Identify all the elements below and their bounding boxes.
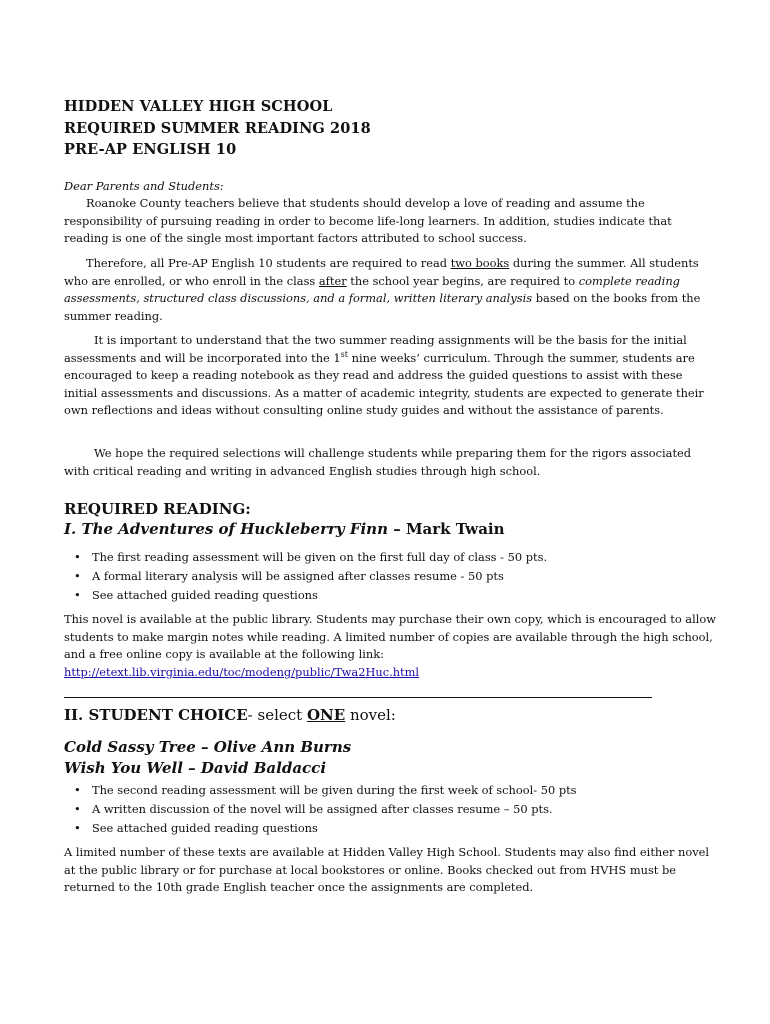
p2-part-c: during the summer. All students who are enrolled, or who enroll in the class <box>64 256 699 288</box>
required-note <box>64 611 719 681</box>
paragraph-requirements <box>64 255 719 325</box>
course-title: PRE-AP ENGLISH 10 <box>64 141 237 158</box>
choice-heading-bold: II. STUDENT CHOICE <box>64 706 248 724</box>
list-item: • A written discussion of the novel will be assigned after classes resume – 50 pts. <box>70 800 577 819</box>
list-item: • The first reading assessment will be given on the first full day of class - 50 pts. <box>70 548 547 567</box>
program-title: REQUIRED SUMMER READING 2018 <box>64 119 371 137</box>
choice-note: A limited number of these texts are available at Hidden Valley High School. Students may also find either novel at the public library or for purchase at local bookstores or online. Books checked out from HVHS must be returned to the 10th grade English teacher once the assignments are completed. <box>64 845 710 895</box>
choice-heading-mid: - select <box>247 706 307 724</box>
p2-part-a: Therefore, all Pre-AP English 10 students are required to read <box>86 256 451 270</box>
p2-part-e: the school year begins, are required to <box>346 273 579 288</box>
p3-sup: st <box>340 349 348 359</box>
choice-books <box>64 737 351 778</box>
school-name: HIDDEN VALLEY HIGH SCHOOL <box>64 98 333 115</box>
paragraph-closing-text: We hope the required selections will challenge students while preparing them for the rigors associated with critical reading and writing in advanced English studies through high school. <box>64 446 692 478</box>
p2-after: after <box>318 273 347 288</box>
paragraph-intro <box>64 195 719 248</box>
required-note-text: This novel is available at the public library. Students may purchase their own copy, which is encouraged to allow students to make margin notes while reading. A limited number of copies are available through the high school, and a free online copy is available at the following link: <box>64 612 716 662</box>
book1-author: – Mark Twain <box>388 520 505 538</box>
section-divider <box>64 697 652 698</box>
p2-assessments: complete reading assessments, structured class discussions, and a formal, written literary analysis <box>64 273 680 306</box>
paragraph-closing <box>64 445 719 480</box>
choice-heading-end: novel: <box>345 706 396 724</box>
student-choice-heading <box>64 705 396 725</box>
p2-two-books: two books <box>450 256 510 270</box>
online-copy-link[interactable]: http://etext.lib.virginia.edu/toc/modeng/public/Twa2Huc.html <box>64 664 420 679</box>
list-item: • A formal literary analysis will be assigned after classes resume - 50 pts <box>70 567 547 586</box>
salutation: Dear Parents and Students: <box>64 179 224 193</box>
required-reading-heading: REQUIRED READING: <box>64 500 251 518</box>
choice-heading-one: ONE <box>306 706 346 724</box>
book1-title: I. The Adventures of Huckleberry Finn <box>64 520 388 538</box>
p3-part-a: It is important to understand that the two summer reading assignments will be the basis for the initial assessments and will be incorporated into the 1 <box>64 333 687 365</box>
book1-heading <box>64 519 505 539</box>
list-item: • The second reading assessment will be given during the first week of school- 50 pts <box>70 781 577 800</box>
choice-book-2: Wish You Well – David Baldacci <box>64 758 327 777</box>
required-bullet-list <box>70 548 547 605</box>
choice-bullet-list <box>70 781 577 838</box>
list-item: • See attached guided reading questions <box>70 586 547 605</box>
p3-part-b: nine weeks’ curriculum. Through the summer, students are encouraged to keep a reading notebook as they read and address the guided questions to assist with these initial assessments and discussions. As a matter of academic integrity, students are expected to generate their own reflections and ideas without consulting online study guides and without the assistance of parents. <box>64 350 704 418</box>
paragraph-intro-text: Roanoke County teachers believe that students should develop a love of reading and assume the responsibility of pursuing reading in order to become life-long learners. In addition, studies indicate that reading is one of the single most important factors attributed to school success. <box>64 196 672 246</box>
p2-part-g: based on the books from the summer reading. <box>64 291 701 323</box>
document-header <box>64 96 371 161</box>
paragraph-integrity <box>64 332 719 420</box>
choice-book-1: Cold Sassy Tree – Olive Ann Burns <box>64 738 352 756</box>
list-item: • See attached guided reading questions <box>70 819 577 838</box>
